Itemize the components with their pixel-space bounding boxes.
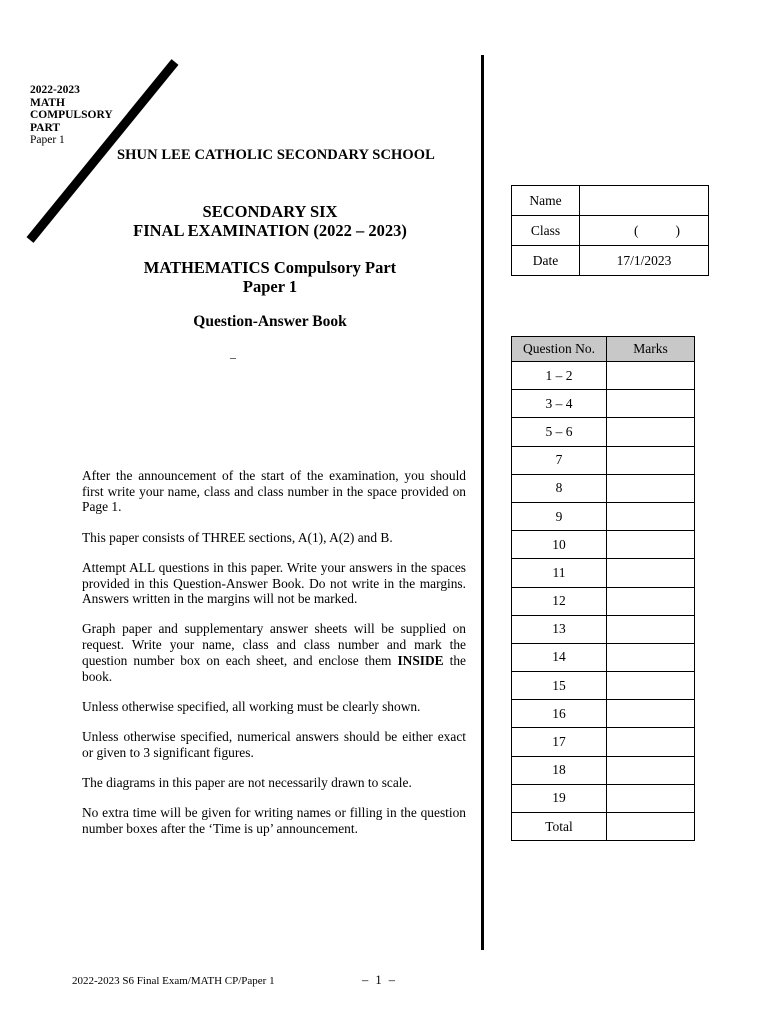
question-number-cell: Total (512, 813, 607, 841)
instruction-paragraph: No extra time will be given for writing names or filling in the question number boxes after the ‘Time is up’ announcement. (82, 805, 466, 836)
question-number-cell: 8 (512, 474, 607, 502)
table-row (512, 643, 695, 671)
name-field[interactable] (580, 186, 709, 216)
instruction-text: Graph paper and supplementary answer sheets will be supplied on request. Write your name, class and class number and mark the question number box on each sheet, and enclose them (82, 621, 466, 668)
corner-year: 2022-2023 (30, 84, 80, 96)
table-row (512, 756, 695, 784)
marks-cell[interactable] (607, 587, 695, 615)
marks-table (511, 336, 695, 841)
marks-cell[interactable] (607, 390, 695, 418)
question-no-header: Question No. (512, 337, 607, 362)
instruction-emphasis: INSIDE (397, 652, 444, 668)
question-number-cell: 1 – 2 (512, 362, 607, 390)
question-number-cell: 11 (512, 559, 607, 587)
question-number-cell: 19 (512, 784, 607, 812)
instruction-paragraph: Unless otherwise specified, all working must be clearly shown. (82, 698, 421, 714)
date-value: 17/1/2023 (580, 246, 709, 276)
marks-cell[interactable] (607, 362, 695, 390)
marks-cell[interactable] (607, 446, 695, 474)
class-paren-open: ( (634, 222, 639, 238)
question-number-cell: 10 (512, 531, 607, 559)
date-label: Date (512, 246, 580, 276)
instructions (82, 468, 466, 851)
marks-cell[interactable] (607, 756, 695, 784)
corner-paper: Paper 1 (30, 134, 65, 146)
instruction-paragraph (82, 621, 466, 684)
question-number-cell: 15 (512, 672, 607, 700)
table-row (512, 559, 695, 587)
class-paren-close: ) (675, 222, 680, 238)
marks-cell[interactable] (607, 784, 695, 812)
table-row (512, 474, 695, 502)
table-row (512, 672, 695, 700)
marks-cell[interactable] (607, 615, 695, 643)
class-row (512, 216, 709, 246)
table-row (512, 446, 695, 474)
corner-part: PART (30, 121, 61, 134)
class-number-parens (634, 223, 680, 239)
question-number-cell: 7 (512, 446, 607, 474)
table-row (512, 784, 695, 812)
table-row (512, 502, 695, 530)
marks-cell[interactable] (607, 813, 695, 841)
instruction-paragraph: After the announcement of the start of the examination, you should first write your name, class and class number in the space provided on Page 1. (82, 468, 466, 515)
instruction-paragraph: Unless otherwise specified, numerical answers should be either exact or given to 3 significant figures. (82, 728, 466, 760)
footer-paper-info: 2022-2023 S6 Final Exam/MATH CP/Paper 1 (72, 975, 275, 987)
subject-title-line1: MATHEMATICS Compulsory Part (143, 258, 397, 277)
page-number: – 1 – (362, 973, 397, 987)
instruction-paragraph: The diagrams in this paper are not necessarily drawn to scale. (82, 774, 412, 790)
date-row (512, 246, 709, 276)
question-number-cell: 9 (512, 502, 607, 530)
table-row (512, 390, 695, 418)
instruction-paragraph: Attempt ALL questions in this paper. Write your answers in the spaces provided in this Question-Answer Book. Do not write in the margins. Answers written in the margins will not be marked. (82, 559, 466, 607)
marks-cell[interactable] (607, 643, 695, 671)
marks-cell[interactable] (607, 672, 695, 700)
marks-cell[interactable] (607, 474, 695, 502)
marks-table-header (512, 337, 695, 362)
class-label: Class (512, 216, 580, 246)
marks-cell[interactable] (607, 559, 695, 587)
exam-title-line2: FINAL EXAMINATION (2022 – 2023) (133, 221, 407, 240)
question-number-cell: 14 (512, 643, 607, 671)
instruction-text: the book. (82, 652, 466, 684)
marks-cell[interactable] (607, 728, 695, 756)
marks-cell[interactable] (607, 531, 695, 559)
exam-title-line1: SECONDARY SIX (202, 202, 338, 221)
table-row (512, 813, 695, 841)
table-row (512, 418, 695, 446)
table-row (512, 700, 695, 728)
question-number-cell: 12 (512, 587, 607, 615)
marks-cell[interactable] (607, 502, 695, 530)
table-row (512, 587, 695, 615)
question-number-cell: 5 – 6 (512, 418, 607, 446)
marks-table-body (512, 362, 695, 841)
subject-title-line2: Paper 1 (242, 277, 298, 296)
dash-mark: – (230, 350, 236, 364)
vertical-divider (481, 55, 484, 950)
marks-header: Marks (607, 337, 695, 362)
exam-title (80, 202, 460, 240)
question-number-cell: 3 – 4 (512, 390, 607, 418)
question-number-cell: 17 (512, 728, 607, 756)
name-label: Name (512, 186, 580, 216)
corner-compulsory: COMPULSORY (30, 109, 113, 121)
question-number-cell: 18 (512, 756, 607, 784)
name-row (512, 186, 709, 216)
table-row (512, 728, 695, 756)
book-title: Question-Answer Book (193, 313, 347, 330)
question-number-cell: 16 (512, 700, 607, 728)
subject-title (80, 258, 460, 296)
marks-cell[interactable] (607, 700, 695, 728)
question-number-cell: 13 (512, 615, 607, 643)
student-info-table (511, 185, 709, 276)
corner-label (30, 84, 113, 147)
instruction-paragraph: This paper consists of THREE sections, A(1), A(2) and B. (82, 529, 393, 545)
marks-cell[interactable] (607, 418, 695, 446)
table-row (512, 362, 695, 390)
table-row (512, 531, 695, 559)
school-name: SHUN LEE CATHOLIC SECONDARY SCHOOL (117, 147, 435, 163)
table-row (512, 615, 695, 643)
corner-subject: MATH (30, 96, 65, 109)
class-field[interactable] (580, 216, 709, 246)
